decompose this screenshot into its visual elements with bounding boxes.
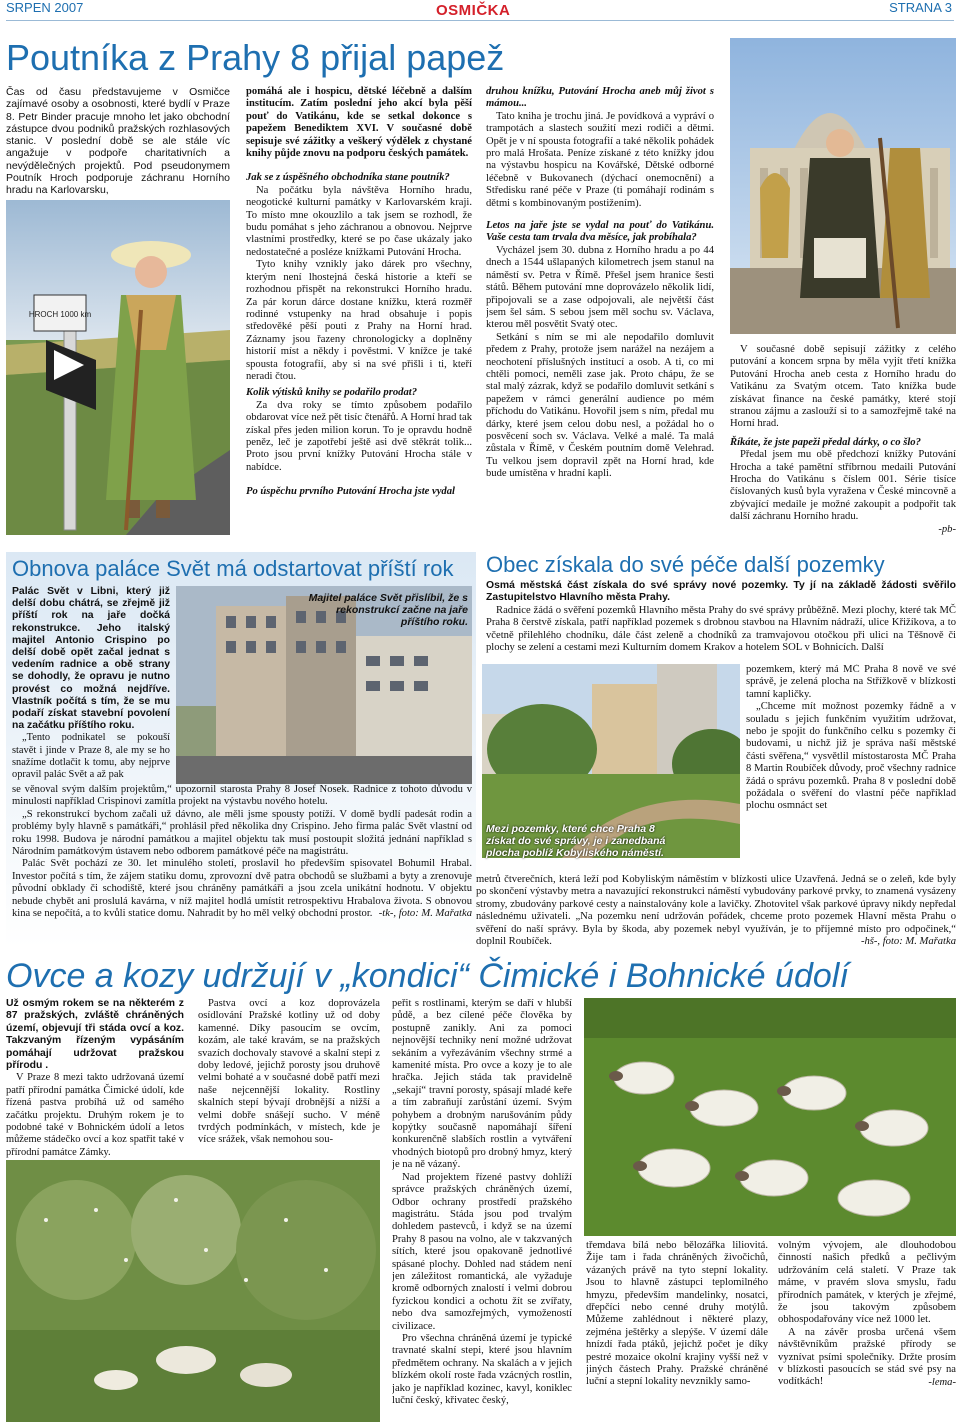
article4-c3p1: peřit s rostlinami, kterým se daří v hlubší půdě, a bez cílené péče člověka by postupně zanikly. Ani za pomoci nejnovější techniky není možné udržovat sekáním a vyřezáváním všechny strmé a kamenité místa. Pro ovce a kozy je to ale hračka. Jejich stáda tak pravidelně „sekají“ travní porosty, spásají mladé keře a tím zabraňují zarůstání území. Svým pohybem a drobným narušováním půdy kopýtky současně napomáhají šíření konkurenčně slabších rostlin a vytváření vhodných biotopů pro drobný hmyz, který je na ně vázaný. xyxy=(392,998,572,1171)
question-3: Po úspěchu prvního Putování Hrocha jste vydal xyxy=(246,486,455,498)
article3-top xyxy=(486,580,956,664)
article4-c3p2: Nad projektem řízené pastvy dohlíží správce pražských chráněných území, Odbor ochrany prostředí pražského magistrátu. Stáda jsou pod trvalým dohledem pastevců, i když se na území Prahy 8 pasou na volno, ale v takzvaných sítích, které jsou opakovaně jednotlivé spásané plochy. Dohled nad stádem není jen záležitost romantická, ale vyžaduje kromě odborných znalostí i velmi dobrou fyzickou kondici a ochotu žít se zvířaty, nebo dva samozřejmých, vymožeností civilizace. xyxy=(392,1171,572,1332)
article4-c3p3: Pro všechna chráněná území je typické travnaté skalní stepi, které jsou hlavním předmětem ochrany. Na skalách a v jejich blízkém okolí roste řada vzácných rostlin, jako je například kozinec, kavyl, koniklec luční český, křivatec český, xyxy=(392,1332,572,1406)
pilgrim-photo xyxy=(6,200,230,535)
header-title: OSMIČKA xyxy=(436,2,511,19)
article2-title: Obnova paláce Svět má odstartovat příští rok xyxy=(12,556,454,581)
question-1: Jak se z úspěšného obchodníka stane poutník? xyxy=(246,172,450,184)
article1-col1 xyxy=(6,86,230,198)
article4-c5p2: A na závěr prosba určená všem návštěvníkům pražské přírody se vyznívat psími společníky. Držte prosím v blízkosti pasoucích se stád své psy na vodítkách! xyxy=(778,1326,956,1388)
article2-p3: Palác Svět pochází ze 30. let minulého století, proslavil ho především spisovatel Bohumil Hrabal. Investor počítá s tím, že zájem statiku domu, zprovozní dvě patra obchodů se službami a byty a zrenovuje původní obklady či schodiště, které jsou chráněny památkáři a jsou zcela unikátní hodnotu. V objektu nebude chybět ani proslulá kavárna, v níž majitel hodlá umístit retrospektivu Hrabalova života. S obnovou kina se nepočítá, a to kvůli statice domu. Nahradit by ho měl velký obchodní prostor. xyxy=(12,858,472,920)
answer-1b: Tyto knihy vznikly jako dárek pro všechny, kterým není lhostejná česká historie a kteří se rozhodnou přispět na rekonstrukci Horního hradu. Za pár korun dárce dostane knížku, která rozměř rodinné vstupenky na hrad obsahuje i popis středověké pěší pouti z Prahy na Horní hrad. Záznamy jsou řazeny chronologicky a doplněny historií míst a někdy i pověstmi. V knížce je také spousta fotografií, aby si na své přišli i ti, kteří neradi čtou. xyxy=(246,259,472,382)
answer-4b: Setkání s ním se mi ale nepodařilo domluvit předem z Prahy, protože jsem narážel na nezájem a neochotení příslušných institucí a osob. A ti, co mi chtěli pomoci, neměli zase jak. Proto chápu, že se stal malý zázrak, když se podařilo domluvit setkání s papežem v rámci generální audience po mém příchodu do Vatikánu. Hovořil jsem s ním, předal mu dárky, které jsem celou dobu nesl, a požádal ho o posvěcení soch sv. Václava. Velké a malé. Ta malá zůstala v Římě, v Českém poutním domě Velehrad. Tu velkou jsem dopravil zpět na Horní hrad, kde bude umístěna v hradní kapli. xyxy=(486,331,714,480)
header-page: STRANA 3 xyxy=(889,0,952,15)
article1-lead-cont: pomáhá ale i hospicu, dětské léčebně a dalším institucím. Zatím poslední jeho akcí byla pěší pouť do Vatikánu, kde se setkal dokonce s papežem Benediktem XVI. V současné době sepisuje své zážitky a veškerý výdělek z chystané knihy půjde znovu na podporu českých památek. xyxy=(246,86,472,160)
article3-right xyxy=(746,664,956,874)
answer-1: Na počátku byla návštěva Horního hradu, neogotické kulturní památky v Karlovarském kraji. To místo mne okouzlilo a tak jsem se rozhodl, že budu pomáhat s jeho záchranou a obnovou. Nejprve vlastními prostředky, které se po čase ukázaly jako nedostatečné a posléze knížkami Putování Hrocha. xyxy=(246,184,472,258)
article3-p2: „Chceme mít možnost pozemky řádně a v souladu s jejich funkčním využitím udržovat, nebo je spojit do funkčního celku s pozemky či budovami, u nichž již je správa naší městské části svěřena,“ vysvětlil místostarosta MČ Praha 8 Martin Roubíček důvody, proč všechny radnice žádá o správu pozemků. Praha 8 v poslední době požádala o svěření do vlastní péče například plochu osmnáct set xyxy=(746,701,956,812)
article4-c5p1: volným vývojem, ale dlouhodobou činností našich předků a pečlivým udržováním celá staletí. V Praze tak máme, v pravém slova smyslu, řadu přírodních památek, v kterých je zřejmé, že jsou takovým způsobem obhospodařovány více než 1000 let. xyxy=(778,1240,956,1326)
article2-p2: „S rekonstrukcí bychom začali už dávno, ale měli jsme spousty potíží. V domě bydlí padesát rodin a problémy byly hlavně s památkáři,“ prohlásil před několika dny Crispino. Jeho firma palác Svět vlastní od roku 1998. Budova je národní památkou a majitel objektu tak musí postoupit složitá jednání například s Národním památkovým ústavem nebo odborem památkové péče na magistrátu. xyxy=(12,808,472,858)
article4-lead: Už osmým rokem se na některém z 87 pražských, zvláště chráněných území, objevují tři stáda ovcí a koz. Takzvaným řízeným vypásáním pomáhají udržovat pražskou přírodu . xyxy=(6,998,184,1072)
article4-c4p: třemdava bílá nebo bělozářka liliovitá. Žije tam i řada chráněných živočichů, vázaných právě na tyto stepní lokality. Jsou to hlavně zástupci teplomilného hmyzu, především mandelinky, nosatci, dřepčíci nebo cenné druhy motýlů. Můžeme zahlédnout i některé plazy, zejména ještěrky a slepýše. V území dále hnízdí řada ptáků, jejichž počet je díky pestré mozaice okolní krajiny vyšší než v jiných částech Prahy. Pražské chráněné luční a stepní lokality nevznikly samo- xyxy=(586,1240,768,1388)
article2-p1a: „Tento podnikatel se pokouší stavět i jinde v Praze 8, ale my se ho snažíme dotlačit k tomu, aby nejprve opravil palác Svět a až pak xyxy=(12,732,170,781)
article3-lead: Osmá městská část získala do své správy nové pozemky. Ty jí na základě žádosti svěřilo Zastupitelstvo Hlavního města Prahy. xyxy=(486,580,956,604)
header-rule xyxy=(6,20,954,21)
question-3-cont: druhou knížku, Putování Hrocha aneb můj život s mámou... xyxy=(486,86,714,110)
answer-2: Za dva roky se tímto způsobem podařilo obdarovat více než pět tisíc čtenářů. A Horní hrad tak získal přes jeden milion korun. To je opravdu hodně peněz, leč je zapotřebí ještě asi dvě stěkrát tolik... Proto jsou první knížky Putování Hrocha stále v nabídce. xyxy=(246,399,472,473)
article4-col1 xyxy=(6,998,184,1158)
article3-title: Obec získala do své péče další pozemky xyxy=(486,552,885,577)
article2-p1b: se věnoval svým dalším projektům,“ upozornil starosta Prahy 8 Josef Nosek. Radnice z tohoto důvodu v minulosti například Crispinovi zamítla projekt na výstavbu nového hotelu. xyxy=(12,784,472,808)
article1-col2 xyxy=(246,86,472,542)
question-4: Letos na jaře jste se vydal na pouť do Vatikánu. Vaše cesta tam trvala dva měsíce, jak probíhala? xyxy=(486,220,714,244)
article4-c1p: V Praze 8 mezi takto udržovaná území patří přírodní památka Čimické údolí, kde řízená pastva probíhá už od samého začátku projektu. Druhým rokem je to podobné také v Bohnickém údolí a letos můžeme stádečko ovcí a koz spatřit také v přírodní památce Zámky. xyxy=(6,1072,184,1158)
article3-signature: -hš-, foto: M. Mařatka xyxy=(860,936,956,948)
answer-3: Tato kniha je trochu jiná. Je povídková a vypráví o trampotách a slastech soužití mezi rodiči a dětmi. Opět je v ní spousta fotografií a také několik pohádek pro malá Hrošata. Peníze získané z této knížky jdou na výstavbu hospicu na Kovářské, Dětské odborné léčebně v Bukovanech (dýchací onemocnění) a Středisku rané péče v Praze (ti pomáhají rodinám s dětmi s kombinovaným postižením). xyxy=(486,110,714,209)
article2-lead-col xyxy=(12,586,170,782)
vatican-photo xyxy=(730,38,956,334)
article1-col4 xyxy=(730,344,956,542)
article4-col5 xyxy=(778,1240,956,1422)
header-date: SRPEN 2007 xyxy=(6,0,84,15)
answer-6: Předal jsem mu obě předchozí knížky Putování Hrocha a také pamětní stříbrnou medaili Putování Hrocha do Vatikánu s číslem 001. Série tisíce číslovaných kusů byla vyražena v České mincovně a zbývající medaile je možné zakoupit a podpořit tak další záchranu Horního hradu. xyxy=(730,449,956,523)
article4-col2 xyxy=(198,998,380,1158)
article3-p1: Radnice žádá o svěření pozemků Hlavního města Prahy do své správy průběžně. Mezi plochy, které tak MČ Praha 8 čerstvě získala, patří například pozemek s drobnou stavbou na Hlavním nádraží, ulice Křižíkova, a to včetně přilehlého chodníku, dále část zeleně a chodníků za tramvajovou otočkou při ulici na Těšnově či plochy se zelení a cestami mezi Kulturním domem Krakov a hotelem SOL v Bohnicích. Další xyxy=(486,604,956,654)
article4-col3 xyxy=(392,998,572,1422)
goats-photo xyxy=(6,1160,380,1422)
answer-5: V současné době sepisují zážitky z celého putování a koncem srpna by měla vyjít třetí knížka Putování Hrocha aneb cesta z Horního hradu do Vatikánu za Svatým otcem. Tato knížka bude získávat finance na české památky, které stojí stranou zájmu a zaslouží si to a samozřejmě také na Horní hrad. xyxy=(730,344,956,430)
article4-col4 xyxy=(586,1240,768,1422)
article2-caption: Majitel paláce Svět přislíbil, že s rekonstrukcí začne na jaře příštího roku. xyxy=(308,592,468,628)
article3-p3: metrů čtverečních, která leží pod Kobyliským náměstím v blízkosti ulice Uzavřená. Jedná se o zeleň, kde byly po skončení výstavby metra a navazující rekonstrukci náměstí vybudovány parkové prvky, to znamená vysázeny stromy, zbudovány parkové cesty a nainstalovány kole a lavičky. Zhotovitel však parkové úpravy nikdy nepředal následnému uživateli. „Na pozemku není udržován pořádek, chceme proto pozemek Hlavní města Prahu o svěření do naší správy. Byla by škoda, aby pozemek nebyl využíván, je to příjemné místo pro odpočinek,“ doplnil Roubíček. xyxy=(476,874,956,948)
sheep-photo xyxy=(584,998,956,1236)
sign-text: HROCH 1000 km xyxy=(28,310,92,319)
article1-col3 xyxy=(486,86,714,542)
article2-lead: Palác Svět v Libni, který již delší dobu chátrá, se zřejmě již příští rok na jaře dočká rekonstrukce. Jeho italský majitel Antonio Crispino po delší době opět začal jednat s vedením radnice a obě strany se dohodly, že opravu je nutno provést co možná nejdříve. Vlastník počítá s tím, že se mu podaří získat stavební povolení na začátku příštího roku. xyxy=(12,586,170,732)
question-5: Říkáte, že jste papeži předal dárky, o co šlo? xyxy=(730,436,921,448)
answer-4: Vycházel jsem 30. dubna z Horního hradu a po 44 dnech a 1544 ušlapaných kilometrech jsem stanul na náměstí sv. Petra v Římě. Přešel jsem hranice šesti států. Během putování mne doprovázelo několik lidí, připojovali se a zase odpojovali, ale největší část jsem šel sám. S sebou jsem měl sochu sv. Václava, kterou měl posvětit Svatý otec. xyxy=(486,244,714,331)
article3-caption: Mezi pozemky, které chce Praha 8 získat do své správy, je i zanedbaná plocha poblíž Kobyliského náměstí. xyxy=(486,823,666,859)
article4-signature: -lema- xyxy=(928,1376,956,1388)
article2-signature: -tk-, foto: M. Mařatka xyxy=(378,908,472,920)
article3-bottom xyxy=(476,874,956,952)
article1-lead: Čas od času představujeme v Osmičce zajímavé osoby a osobnosti, které bydlí v Praze 8. Petr Binder pracuje mnoho let jako obchodní zástupce dvou podniků pražských rozhlasových stanic. V poslední době se ale stále víc angažuje v podpoře charitativních a nevýdělečných projektů. Pod pseudonymem Poutník Hroch podporuje záchranu Horního hradu na Karlovarsku, xyxy=(6,86,230,197)
article1-signature: -pb- xyxy=(938,523,956,535)
article4-c2p: Pastva ovcí a koz doprovázela osídlování Pražské kotliny už od doby kamenné. Díky pasoucím se ovcím, kozám, ale také kravám, se na pražských svazích dochovaly stavové a skalní stepi z doby ledové, jejichž porosty jsou druhově velmi bohaté a v současné době patří mezi naše nejcennější lokality. Rostliny skalních stepí bývají drobnější a nižší a velmi dobře snášejí sucho. V méně tvrdých podmínkách, v místech, kde je více srážek, však nemohou sou- xyxy=(198,998,380,1146)
article3-p1r: pozemkem, který má MČ Praha 8 nově ve své správě, je zelená plocha na Střížkově v blízkosti tamní kapličky. xyxy=(746,664,956,700)
article2-body xyxy=(12,784,472,946)
article1-title: Poutníka z Prahy 8 přijal papež xyxy=(6,37,505,78)
question-2: Kolik výtisků knihy se podařilo prodat? xyxy=(246,387,417,399)
article4-title: Ovce a kozy udržují v „kondici“ Čimické i Bohnické údolí xyxy=(6,957,849,995)
